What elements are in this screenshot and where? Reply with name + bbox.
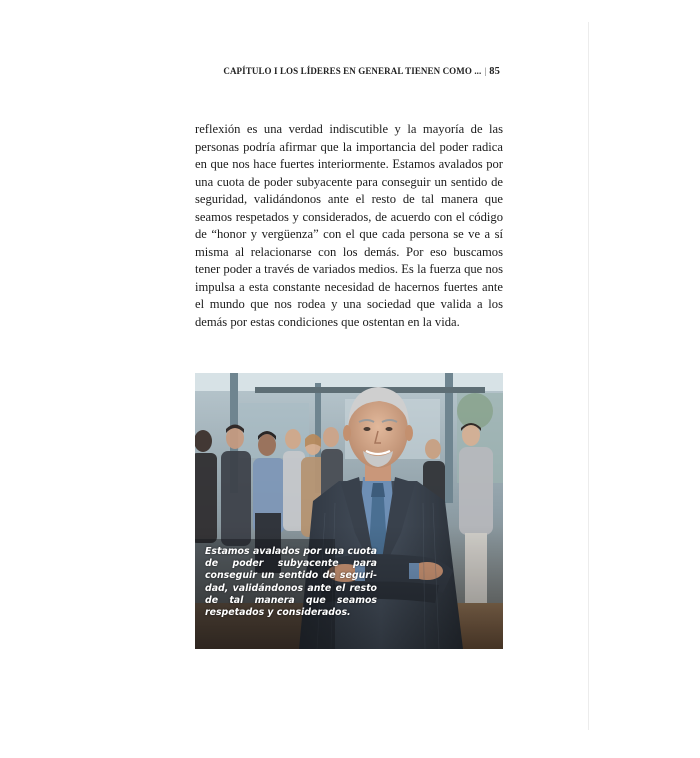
photo-caption: Estamos avalados por una cuota de poder subyacente para conseguir un sentido de seguridad, validándonos ante el resto de tal manera que seamos respetados y considerados. (205, 546, 377, 619)
running-header (160, 66, 500, 77)
body-paragraph: reflexión es una verdad indiscutible y la mayoría de las personas podría afirmar que la importancia del poder radica en que nos hace fuertes interiormente. Estamos avalados por una cuota de poder subyacente para conseguir un sentido de seguridad, validándonos ante el resto de tal manera que seamos respetados y considerados, de acuerdo con el código de “honor y vergüenza” con el que cada persona se ve a sí misma al relacionarse con los demás. Por eso buscamos tener poder a través de variados medios. Es la fuerza que nos impulsa a esta constante necesidad de hacernos fuertes ante el mundo que nos rodea y una sociedad que valida a los demás por estas condiciones que ostentan en la vida. (195, 122, 503, 329)
chapter-title: CAPÍTULO I LOS LÍDERES EN GENERAL TIENEN COMO ... (223, 66, 482, 76)
page-edge (588, 22, 589, 730)
page-number: 85 (489, 66, 500, 77)
header-separator: | (484, 66, 487, 76)
